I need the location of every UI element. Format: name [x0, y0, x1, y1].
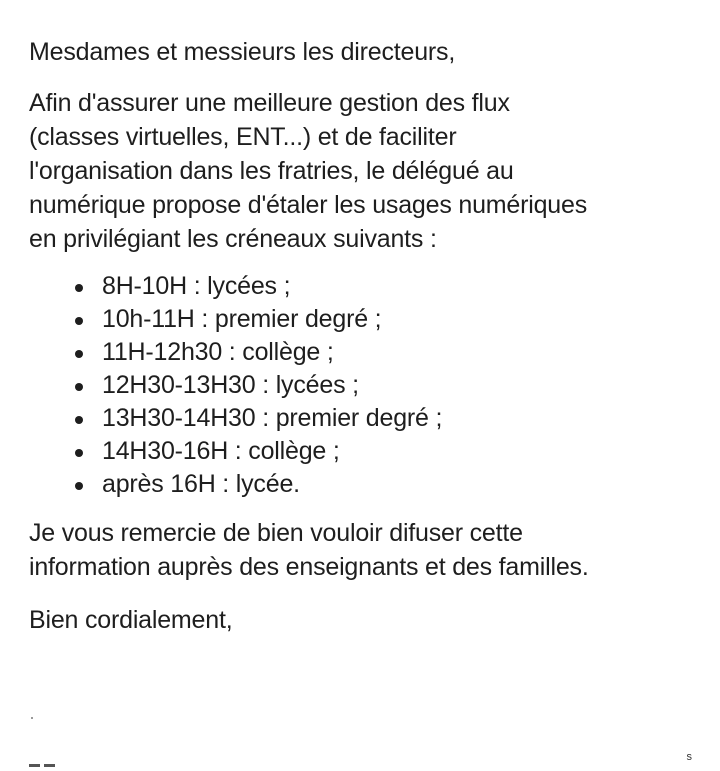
request-line: information auprès des enseignants et des familles. — [29, 553, 589, 581]
bullet-icon — [75, 317, 83, 325]
intro-line: Afin d'assurer une meilleure gestion des flux — [29, 89, 510, 117]
intro-paragraph — [29, 86, 709, 256]
signature-separator — [29, 764, 55, 767]
greeting: Mesdames et messieurs les directeurs, — [29, 38, 456, 66]
dash-segment — [44, 764, 55, 767]
intro-line: numérique propose d'étaler les usages numériques — [29, 191, 588, 219]
bullet-icon — [75, 284, 83, 292]
time-slot-text: 11H-12h30 : collège ; — [102, 338, 334, 366]
time-slot-text: 8H-10H : lycées ; — [102, 272, 291, 300]
intro-line: en privilégiant les créneaux suivants : — [29, 225, 437, 253]
time-slot-item — [29, 303, 709, 336]
bullet-icon — [75, 383, 83, 391]
dash-segment — [29, 764, 40, 767]
time-slot-text: 13H30-14H30 : premier degré ; — [102, 404, 443, 432]
bullet-icon — [75, 350, 83, 358]
request-paragraph — [29, 516, 709, 584]
corner-mark: s — [686, 751, 692, 763]
time-slot-list — [29, 270, 709, 501]
intro-line: l'organisation dans les fratries, le délégué au — [29, 157, 514, 185]
time-slot-text: 10h-11H : premier degré ; — [102, 305, 382, 333]
letter-body — [29, 35, 709, 637]
closing: Bien cordialement, — [29, 606, 233, 634]
intro-line: (classes virtuelles, ENT...) et de faciliter — [29, 123, 457, 151]
time-slot-text: 12H30-13H30 : lycées ; — [102, 371, 359, 399]
bullet-icon — [75, 416, 83, 424]
time-slot-text: après 16H : lycée. — [102, 470, 300, 498]
bullet-icon — [75, 449, 83, 457]
time-slot-item — [29, 336, 709, 369]
bullet-icon — [75, 482, 83, 490]
time-slot-text: 14H30-16H : collège ; — [102, 437, 340, 465]
time-slot-item — [29, 369, 709, 402]
stray-dot — [31, 717, 33, 719]
time-slot-item — [29, 435, 709, 468]
time-slot-item — [29, 270, 709, 303]
time-slot-item — [29, 402, 709, 435]
request-line: Je vous remercie de bien vouloir difuser cette — [29, 519, 523, 547]
time-slot-item — [29, 468, 709, 501]
